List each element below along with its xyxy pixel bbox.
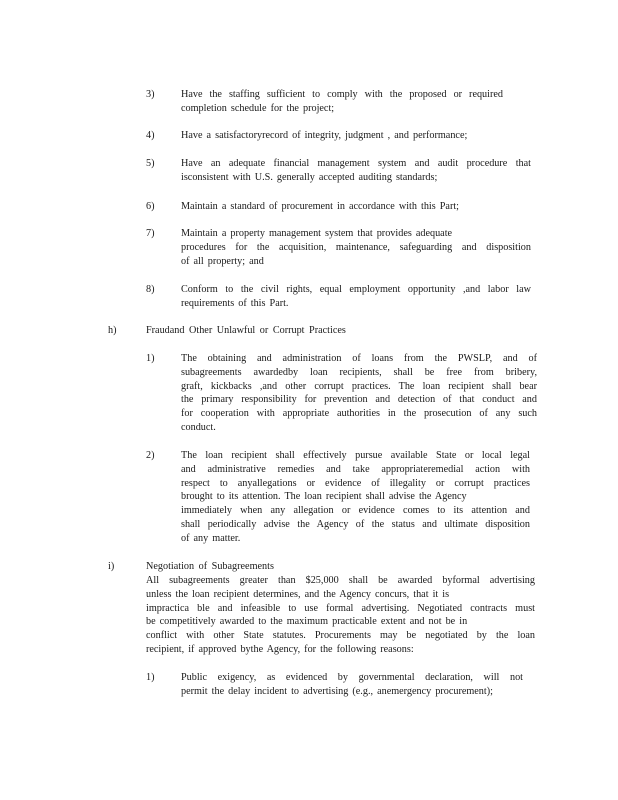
item-number: 5) [146, 158, 155, 169]
text-line: The loan recipient shall effectively pursue available State or local legal [181, 450, 530, 461]
text-line: of any matter. [181, 532, 241, 544]
text-line: recipient, if approved bythe Agency, for the following reasons: [146, 643, 414, 655]
text-line: be competitively awarded to the maximum practicable extent and not be in [146, 616, 468, 628]
text-line: conflict with other State statutes. Procurements may be negotiated by the loan [146, 630, 535, 642]
item-5-text [181, 157, 531, 185]
item-h2-text [181, 449, 530, 546]
section-i-body [146, 574, 535, 657]
text-line: Have a satisfactoryrecord of integrity, judgment , and performance; [181, 130, 468, 141]
text-line: of all property; and [181, 255, 264, 267]
item-number: 8) [146, 284, 155, 295]
text-line: All subagreements greater than $25,000 shall be awarded byformal advertising [146, 575, 535, 586]
text-line: subagreements awardedby loan recipients, shall be free from bribery, [181, 366, 537, 378]
item-number: 1) [146, 353, 155, 364]
text-line: and administrative remedies and take appropriateremedial action with [181, 463, 530, 475]
text-line: Conform to the civil rights, equal employment opportunity ,and labor law [181, 284, 531, 295]
text-line: immediately when any allegation or evidence comes to its attention and [181, 505, 530, 517]
item-4-text [181, 129, 493, 143]
section-i-title: Negotiation of Subagreements [146, 561, 274, 572]
text-line: unless the loan recipient determines, and the Agency concurs, that it is [146, 588, 450, 600]
text-line: conduct. [181, 421, 216, 433]
text-line: procedures for the acquisition, maintenance, safeguarding and disposition [181, 241, 531, 253]
text-line: Public exigency, as evidenced by governmental declaration, will not [181, 672, 523, 683]
item-8-text [181, 283, 531, 311]
text-line: isconsistent with U.S. generally accepted auditing standards; [181, 171, 438, 183]
item-h1-text [181, 352, 537, 435]
item-6-text [181, 200, 493, 214]
section-letter: h) [108, 325, 117, 336]
text-line: shall periodically advise the Agency of the status and ultimate disposition [181, 518, 530, 530]
text-line: brought to its attention. The loan recipient shall advise the Agency [181, 491, 467, 503]
item-number: 7) [146, 228, 155, 239]
item-3-text [181, 88, 503, 116]
section-h-title: Fraudand Other Unlawful or Corrupt Practices [146, 325, 346, 336]
text-line: Maintain a standard of procurement in accordance with this Part; [181, 201, 460, 212]
item-number: 6) [146, 201, 155, 212]
text-line: completion schedule for the project; [181, 102, 335, 114]
text-line: for cooperation with appropriate authorities in the prosecution of any such [181, 408, 537, 420]
text-line: Maintain a property management system that provides adequate [181, 228, 453, 239]
text-line: requirements of this Part. [181, 297, 289, 309]
text-line: respect to anyallegations or evidence of illegality or corrupt practices [181, 477, 530, 489]
text-line: permit the delay incident to advertising (e.g., anemergency procurement); [181, 685, 493, 697]
text-line: Have an adequate financial management system and audit procedure that [181, 158, 531, 169]
item-number: 4) [146, 130, 155, 141]
text-line: impractica ble and infeasible to use formal advertising. Negotiated contracts must [146, 602, 535, 614]
item-number: 3) [146, 89, 155, 100]
section-letter: i) [108, 561, 115, 572]
text-line: The obtaining and administration of loans from the PWSLP, and of [181, 353, 537, 364]
item-i1-text [181, 671, 523, 699]
text-line: graft, kickbacks ,and other corrupt practices. The loan recipient shall bear [181, 380, 537, 392]
item-number: 1) [146, 672, 155, 683]
item-number: 2) [146, 450, 155, 461]
item-7-text [181, 227, 531, 268]
text-line: the primary responsibility for prevention and detection of that conduct and [181, 394, 537, 406]
text-line: Have the staffing sufficient to comply with the proposed or required [181, 89, 503, 100]
